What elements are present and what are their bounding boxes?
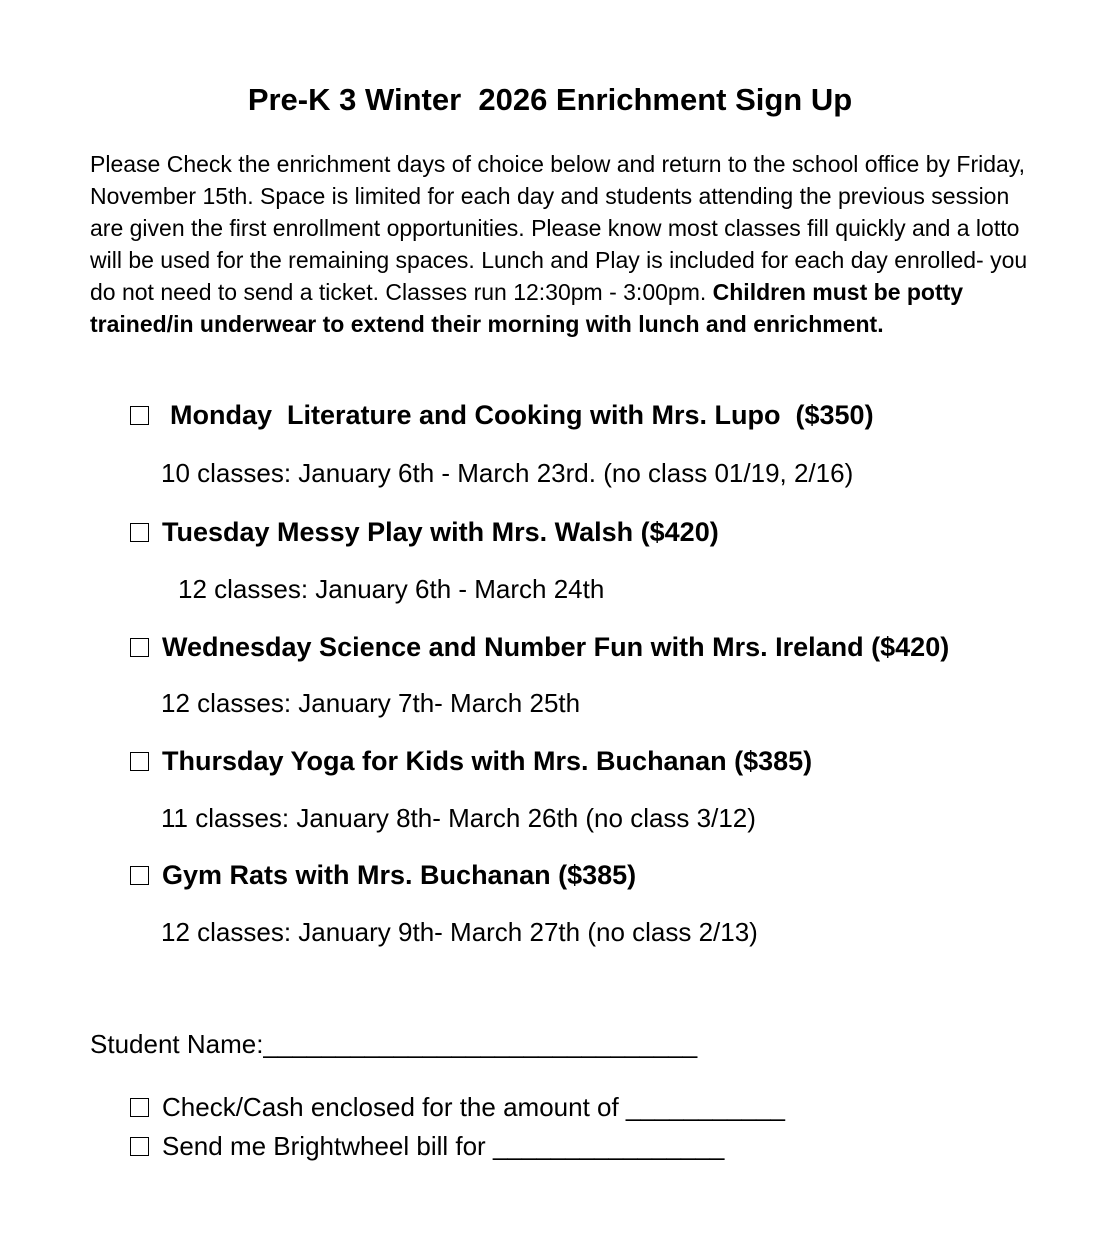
option-wednesday-label: Wednesday Science and Number Fun with Mrs. Ireland ($420) xyxy=(162,632,950,662)
option-tuesday[interactable] xyxy=(130,515,719,549)
checkbox-gym-rats[interactable] xyxy=(130,866,149,885)
checkbox-monday[interactable] xyxy=(130,406,149,425)
checkbox-check-cash[interactable] xyxy=(130,1098,149,1117)
payment-brightwheel-label: Send me Brightwheel bill for ________________ xyxy=(162,1131,725,1161)
option-wednesday-details: 12 classes: January 7th- March 25th xyxy=(161,688,581,718)
option-gym-rats[interactable] xyxy=(130,858,636,892)
option-gym-rats-label: Gym Rats with Mrs. Buchanan ($385) xyxy=(162,860,637,890)
option-tuesday-label: Tuesday Messy Play with Mrs. Walsh ($420) xyxy=(162,517,719,547)
checkbox-brightwheel[interactable] xyxy=(130,1137,149,1156)
option-wednesday[interactable] xyxy=(130,630,949,664)
option-thursday-label: Thursday Yoga for Kids with Mrs. Buchanan ($385) xyxy=(162,746,813,776)
option-monday-label: Monday Literature and Cooking with Mrs. Lupo ($350) xyxy=(170,400,874,430)
payment-check-cash-label: Check/Cash enclosed for the amount of ___________ xyxy=(162,1092,785,1122)
student-name-field[interactable]: Student Name:______________________________ xyxy=(90,1029,698,1059)
option-gym-rats-details: 12 classes: January 9th- March 27th (no class 2/13) xyxy=(161,917,758,947)
intro-text: Please Check the enrichment days of choice below and return to the school office by Friday, November 15th. Space is limited for each day and students attending the previous session are given the first enrollment opportunities. Please know most classes fill quickly and a lotto will be used for the remaining spaces. Lunch and Play is included for each day enrolled- you do not need to send a ticket. Classes run 12:30pm - 3:00pm. xyxy=(90,151,1028,305)
checkbox-thursday[interactable] xyxy=(130,752,149,771)
page-title: Pre-K 3 Winter 2026 Enrichment Sign Up xyxy=(247,82,853,117)
payment-check-cash[interactable] xyxy=(130,1090,785,1124)
option-thursday[interactable] xyxy=(130,744,812,778)
checkbox-tuesday[interactable] xyxy=(130,523,149,542)
option-monday-details: 10 classes: January 6th - March 23rd. (no class 01/19, 2/16) xyxy=(161,458,854,488)
intro-paragraph xyxy=(90,148,1030,340)
option-thursday-details: 11 classes: January 8th- March 26th (no class 3/12) xyxy=(161,803,756,833)
intro-requirement-text: Children must be potty trained/in underwear to extend their morning with lunch and enrichment. xyxy=(90,279,964,337)
option-tuesday-details: 12 classes: January 6th - March 24th xyxy=(178,574,605,604)
option-monday[interactable] xyxy=(130,398,874,432)
checkbox-wednesday[interactable] xyxy=(130,638,149,657)
payment-brightwheel[interactable] xyxy=(130,1129,724,1163)
